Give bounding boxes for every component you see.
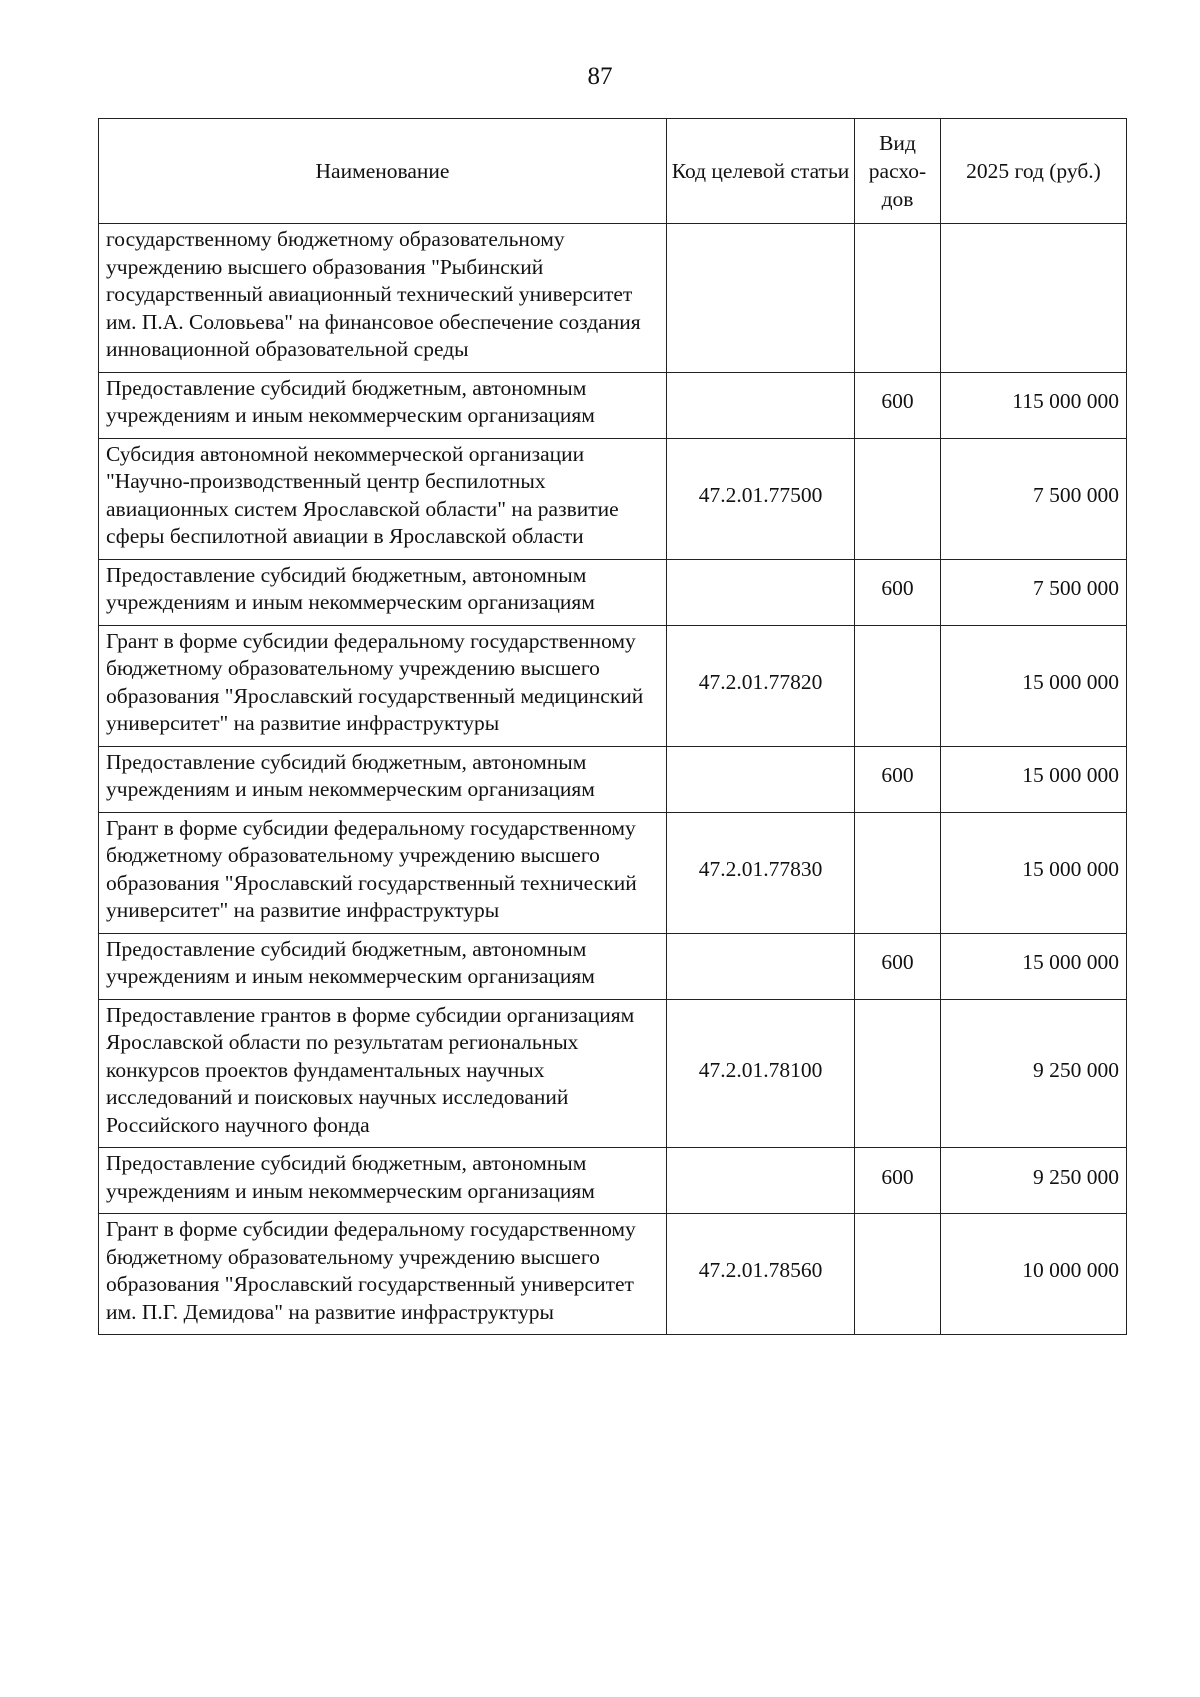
row-code bbox=[667, 559, 855, 625]
budget-table bbox=[98, 118, 1127, 1335]
row-type bbox=[855, 812, 941, 933]
row-name: Грант в форме субсидии федеральному государственному бюджетному образовательному учреждению высшего образования "Ярославский государственный университет им. П.Г. Демидова" на развитие инфраструктуры bbox=[99, 1214, 667, 1335]
row-type: 600 bbox=[855, 746, 941, 812]
table-row bbox=[99, 438, 1127, 559]
row-name: Предоставление субсидий бюджетным, автономным учреждениям и иным некоммерческим организациям bbox=[99, 746, 667, 812]
row-name: Грант в форме субсидии федеральному государственному бюджетному образовательному учреждению высшего образования "Ярославский государственный медицинский университет" на развитие инфраструктуры bbox=[99, 625, 667, 746]
row-sum: 15 000 000 bbox=[941, 933, 1127, 999]
row-sum: 15 000 000 bbox=[941, 625, 1127, 746]
table-row bbox=[99, 933, 1127, 999]
table-row bbox=[99, 746, 1127, 812]
row-code: 47.2.01.77820 bbox=[667, 625, 855, 746]
table-row bbox=[99, 812, 1127, 933]
row-name: Субсидия автономной некоммерческой организации "Научно-производственный центр беспилотных авиационных систем Ярославской области" на развитие сферы беспилотной авиации в Ярославской области bbox=[99, 438, 667, 559]
row-name: Предоставление субсидий бюджетным, автономным учреждениям и иным некоммерческим организациям bbox=[99, 372, 667, 438]
row-type bbox=[855, 224, 941, 373]
row-sum: 115 000 000 bbox=[941, 372, 1127, 438]
row-name: Предоставление субсидий бюджетным, автономным учреждениям и иным некоммерческим организациям bbox=[99, 1148, 667, 1214]
row-type bbox=[855, 625, 941, 746]
row-type: 600 bbox=[855, 559, 941, 625]
row-type: 600 bbox=[855, 372, 941, 438]
table-row bbox=[99, 999, 1127, 1148]
row-code: 47.2.01.78560 bbox=[667, 1214, 855, 1335]
header-type: Вид расхо-дов bbox=[855, 119, 941, 224]
row-code bbox=[667, 372, 855, 438]
row-code bbox=[667, 1148, 855, 1214]
row-sum: 15 000 000 bbox=[941, 812, 1127, 933]
row-code: 47.2.01.77830 bbox=[667, 812, 855, 933]
row-name: государственному бюджетному образовательному учреждению высшего образования "Рыбинский государственный авиационный технический университет им. П.А. Соловьева" на финансовое обеспечение создания инновационной образовательной среды bbox=[99, 224, 667, 373]
row-type bbox=[855, 1214, 941, 1335]
table-row bbox=[99, 559, 1127, 625]
row-type bbox=[855, 438, 941, 559]
row-name: Грант в форме субсидии федеральному государственному бюджетному образовательному учреждению высшего образования "Ярославский государственный технический университет" на развитие инфраструктуры bbox=[99, 812, 667, 933]
table-row bbox=[99, 224, 1127, 373]
row-code: 47.2.01.78100 bbox=[667, 999, 855, 1148]
row-sum: 9 250 000 bbox=[941, 1148, 1127, 1214]
row-type: 600 bbox=[855, 1148, 941, 1214]
row-code bbox=[667, 224, 855, 373]
table-row bbox=[99, 372, 1127, 438]
header-sum: 2025 год (руб.) bbox=[941, 119, 1127, 224]
row-sum bbox=[941, 224, 1127, 373]
row-sum: 9 250 000 bbox=[941, 999, 1127, 1148]
table-header-row bbox=[99, 119, 1127, 224]
table-row bbox=[99, 625, 1127, 746]
table-row bbox=[99, 1214, 1127, 1335]
row-sum: 10 000 000 bbox=[941, 1214, 1127, 1335]
row-type bbox=[855, 999, 941, 1148]
row-name: Предоставление субсидий бюджетным, автономным учреждениям и иным некоммерческим организациям bbox=[99, 933, 667, 999]
row-type: 600 bbox=[855, 933, 941, 999]
row-sum: 15 000 000 bbox=[941, 746, 1127, 812]
row-sum: 7 500 000 bbox=[941, 559, 1127, 625]
row-name: Предоставление грантов в форме субсидии организациям Ярославской области по результатам региональных конкурсов проектов фундаментальных научных исследований и поисковых научных исследований Российского научного фонда bbox=[99, 999, 667, 1148]
row-code: 47.2.01.77500 bbox=[667, 438, 855, 559]
row-name: Предоставление субсидий бюджетным, автономным учреждениям и иным некоммерческим организациям bbox=[99, 559, 667, 625]
header-code: Код целевой статьи bbox=[667, 119, 855, 224]
row-code bbox=[667, 933, 855, 999]
page-number: 87 bbox=[587, 63, 613, 90]
table-row bbox=[99, 1148, 1127, 1214]
row-code bbox=[667, 746, 855, 812]
row-sum: 7 500 000 bbox=[941, 438, 1127, 559]
header-name: Наименование bbox=[99, 119, 667, 224]
